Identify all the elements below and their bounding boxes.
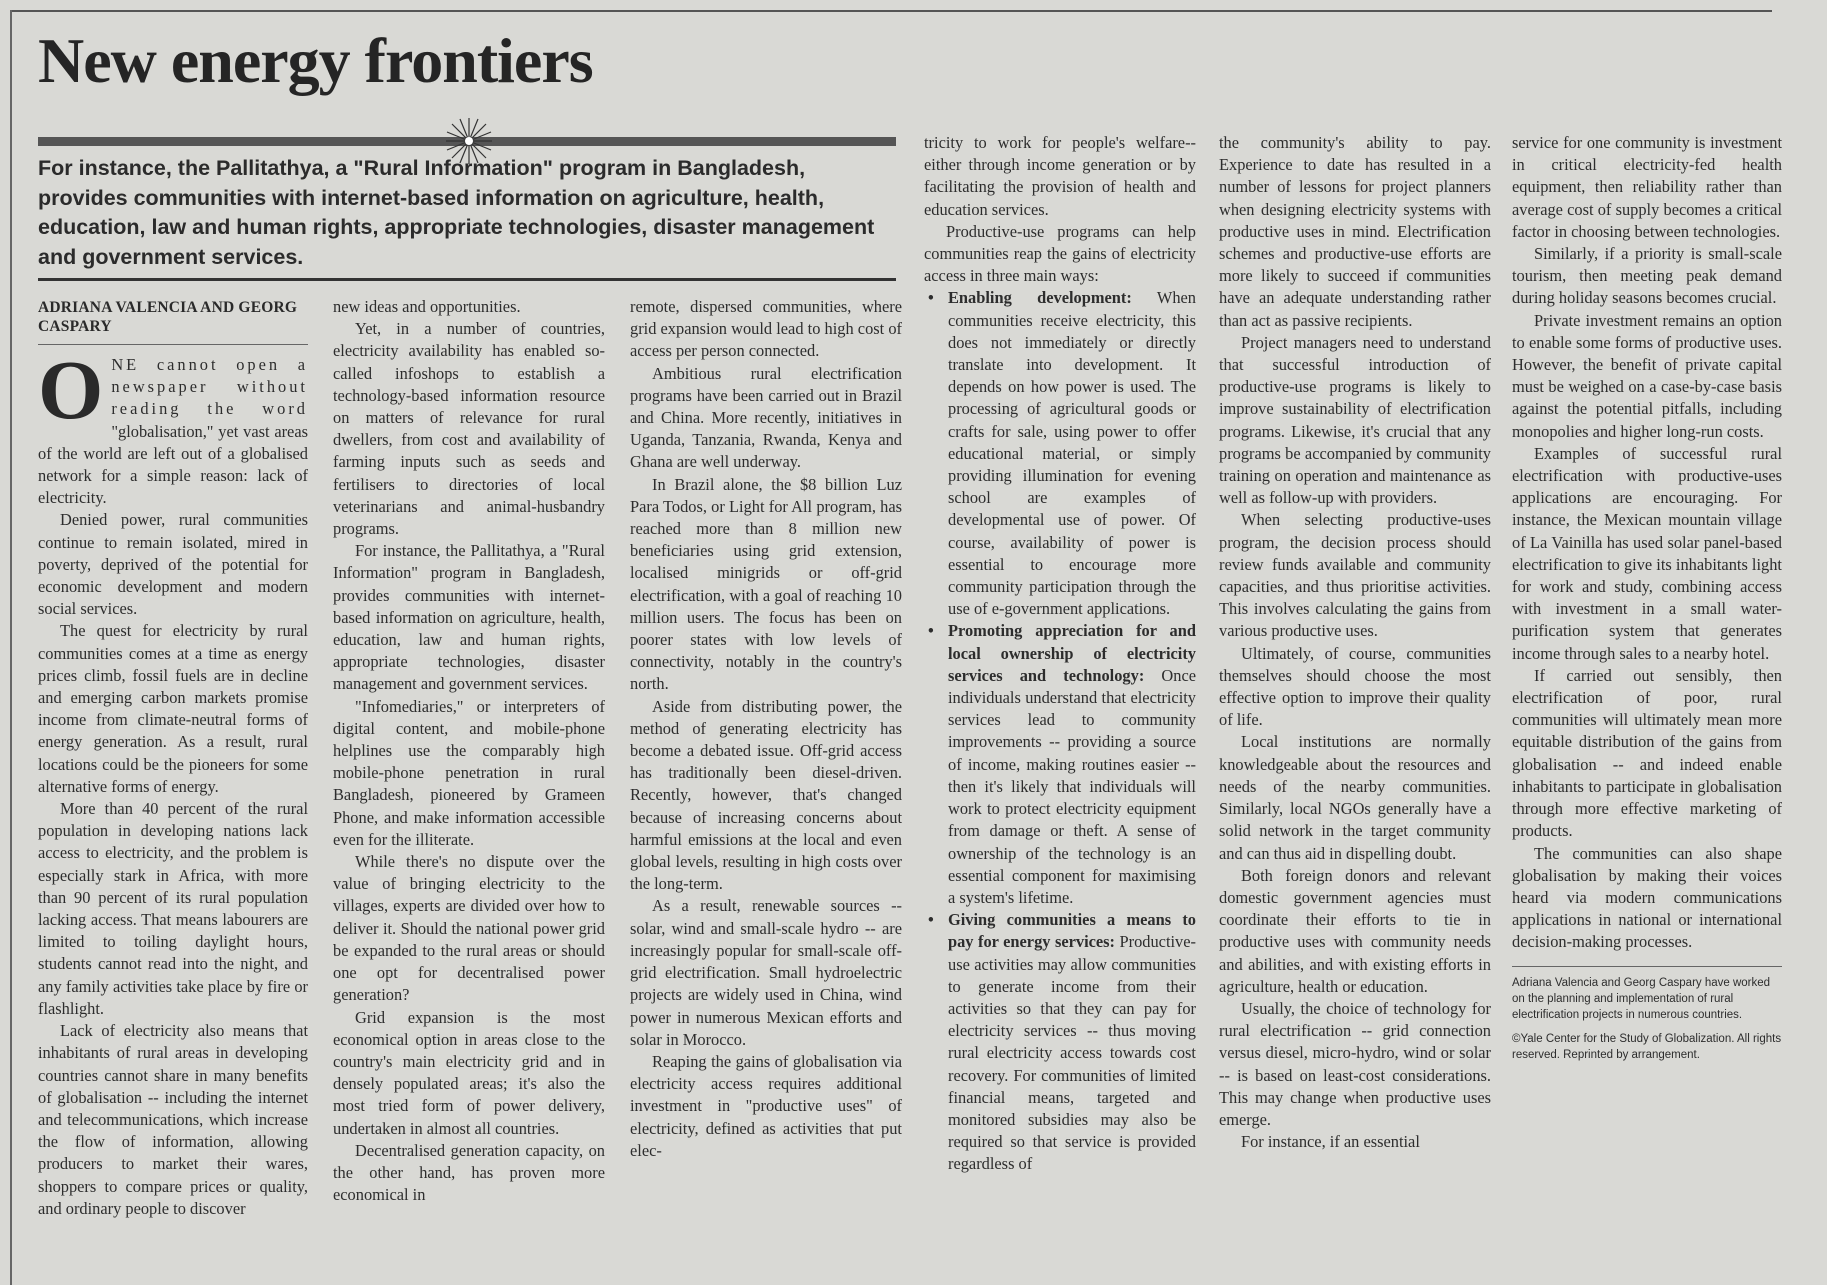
paragraph: Project managers need to understand that successful introduction of productive-use programs is likely to improve sustainability of electrification programs. Likewise, it's crucial that any programs be accompanied by community training on operation and maintenance as well as follow-up with providers. xyxy=(1219,332,1491,508)
article-column-3 xyxy=(630,296,902,1282)
paragraph: Grid expansion is the most economical option in areas close to the country's main electricity grid and in densely populated areas; it's also the most tried form of power delivery, undertaken in almost all countries. xyxy=(333,1007,605,1138)
paragraph: Reaping the gains of globalisation via electricity access requires additional investment in "productive uses" of electricity, defined as activities that put elec- xyxy=(630,1051,902,1160)
left-rule xyxy=(10,10,12,1285)
paragraph: When selecting productive-uses program, the decision process should review funds available and community capacities, and thus prioritise activities. This involves calculating the gains from various productive uses. xyxy=(1219,510,1491,641)
byline: ADRIANA VALENCIA AND GEORG CASPARY xyxy=(38,299,298,335)
article-column-6 xyxy=(1512,132,1782,1282)
paragraph: remote, dispersed communities, where grid expansion would lead to high cost of access per person connected. xyxy=(630,297,902,361)
paragraph: For instance, the Pallitathya, a "Rural Information" program in Bangladesh, provides communities with internet-based information on agriculture, health, education, law and human rights, appropriate technologies, disaster management and government services. xyxy=(333,541,605,694)
paragraph: Private investment remains an option to enable some forms of productive uses. However, the benefit of private capital must be weighed on a case-by-case basis against the potential pitfalls, including monopolies and higher long-run costs. xyxy=(1512,310,1782,441)
paragraph: For instance, if an essential xyxy=(1241,1132,1420,1152)
paragraph: Denied power, rural communities continue to remain isolated, mired in poverty, deprived of the potential for economic development and modern social services. xyxy=(38,510,308,619)
bullet-item: • Giving communities a means to pay for energy services: Productive-use activities may allow communities to generate income from their activities so that they can pay for electricity services -- thus moving rural electricity access towards cost recovery. For communities of limited financial means, targeted and monitored subsidies may also be required so that service is provided regardless of xyxy=(924,909,1196,1175)
author-note: Adriana Valencia and Georg Caspary have worked on the planning and implementation of rural electrification projects in numerous countries. xyxy=(1512,976,1771,1021)
paragraph: As a result, renewable sources -- solar, wind and small-scale hydro -- are increasingly popular for small-scale off-grid electrification. Small hydroelectric projects are widely used in China, wind power in numerous Mexican efforts and solar in Morocco. xyxy=(630,896,902,1049)
paragraph: If carried out sensibly, then electrification of poor, rural communities will ultimately mean more equitable distribution of the gains from globalisation -- and indeed enable inhabitants to participate in globalisation through more effective marketing of products. xyxy=(1512,665,1782,841)
paragraph: Lack of electricity also means that inhabitants of rural areas in developing countries cannot share in many benefits of globalisation -- including the internet and telecommunications, which increase the flow of information, allowing producers to market their wares, shoppers to compare prices or quality, and ordinary people to discover xyxy=(38,1021,308,1218)
paragraph: The quest for electricity by rural communities comes at a time as energy prices climb, fossil fuels are in decline and emerging carbon markets promise income from climate-neutral forms of energy generation. As a result, rural locations could be the pioneers for some alternative forms of energy. xyxy=(38,621,308,796)
paragraph: Ultimately, of course, communities themselves should choose the most effective option to improve their quality of life. xyxy=(1219,643,1491,730)
paragraph: While there's no dispute over the value of bringing electricity to the villages, experts are divided over how to deliver it. Should the national power grid be expanded to the rural areas or should one opt for decentralised power generation? xyxy=(333,852,605,1005)
paragraph: Productive-use programs can help communities reap the gains of electricity access in three main ways: xyxy=(924,221,1196,286)
bullet-item: • Promoting appreciation for and local ownership of electricity services and technology: Once individuals understand that electricity services lead to community improvements -- providing a source of income, making routines easier -- then it's likely that individuals will work to protect electricity equipment from damage or theft. A sense of ownership of the technology is an essential component for maximising a system's lifetime. xyxy=(924,620,1196,909)
paragraph: Local institutions are normally knowledgeable about the resources and needs of the nearby communities. Similarly, local NGOs generally have a solid network in the target community and can thus aid in dispelling doubt. xyxy=(1219,732,1491,863)
paragraph: the community's ability to pay. Experience to date has resulted in a number of lessons for project planners when designing electricity systems with productive uses in mind. Electrification schemes and productive-use efforts are more likely to succeed if communities have an adequate understanding rather than act as passive recipients. xyxy=(1219,133,1491,330)
paragraph: new ideas and opportunities. xyxy=(333,297,521,316)
paragraph: Aside from distributing power, the method of generating electricity has become a debated issue. Off-grid access has traditionally been diesel-driven. Recently, however, that's changed because of increasing concerns about harmful emissions at the local and even global levels, resulting in high costs over the long-term. xyxy=(630,696,902,894)
paragraph: More than 40 percent of the rural population in developing nations lack access to electricity, and the problem is especially stark in Africa, with more than 90 percent of its rural population lacking access. That means labourers are limited to toiling daylight hours, students cannot read into the night, and any family activities take place by fire or flashlight. xyxy=(38,799,308,1018)
article-column-1 xyxy=(38,354,308,1282)
bullet-item: • Enabling development: When communities receive electricity, this does not immediately or directly translate into development. It depends on how power is used. The processing of agricultural goods or crafts for sale, using power to offer educational material, or simply providing illumination for evening school are examples of developmental use of power. Of course, availability of power is essential to encourage more community participation through the use of e-government applications. xyxy=(924,287,1196,620)
paragraph: "Infomediaries," or interpreters of digital content, and mobile-phone helplines use the comparably high mobile-phone penetration in rural Bangladesh, pioneered by Grameen Phone, and make information accessible even for the illiterate. xyxy=(333,696,605,849)
top-rule xyxy=(12,10,1772,12)
deck-bottom-rule xyxy=(38,278,896,281)
deck-summary: For instance, the Pallitathya, a "Rural Information" program in Bangladesh, provides communities with internet-based information on agriculture, health, education, law and human rights, appropriate technologies, disaster management and government services. xyxy=(38,156,875,269)
drop-cap: O xyxy=(38,354,104,437)
headline: New energy frontiers xyxy=(38,25,593,96)
paragraph: Usually, the choice of technology for rural electrification -- grid connection versus diesel, micro-hydro, wind or solar -- is based on least-cost considerations. This may change when productive uses emerge. xyxy=(1219,998,1491,1129)
article-column-2 xyxy=(333,296,605,1282)
paragraph: service for one community is investment in critical electricity-fed health equipment, then reliability rather than average cost of supply becomes a critical factor in choosing between technologies. xyxy=(1512,133,1782,241)
paragraph: The communities can also shape globalisation by making their voices heard via modern communications applications in national or international decision-making processes. xyxy=(1512,843,1782,952)
footnote-rule xyxy=(1512,966,1782,967)
paragraph: Yet, in a number of countries, electricity availability has enabled so-called infoshops to establish a technology-based information resource on matters of relevance for rural dwellers, from cost and availability of farming inputs such as seeds and fertilisers to directories of local veterinarians and animal-husbandry programs. xyxy=(333,319,605,539)
lead-paragraph: ONE cannot open a newspaper without reading the word "globalisation," yet vast areas of the world are left out of a globalised network for a simple reason: lack of electricity. xyxy=(38,354,308,508)
paragraph: Similarly, if a priority is small-scale tourism, then meeting peak demand during holiday seasons becomes crucial. xyxy=(1512,244,1782,308)
paragraph: Examples of successful rural electrification with productive-uses applications are encouraging. For instance, the Mexican mountain village of La Vainilla has used solar panel-based electrification to give its inhabitants light for work and study, combining access with investment in a small water-purification system that generates income through sales to a nearby hotel. xyxy=(1512,443,1782,663)
paragraph: tricity to work for people's welfare-- either through income generation or by facilitating the provision of health and education services. xyxy=(924,133,1196,219)
article-column-5 xyxy=(1219,132,1491,1282)
byline-rule xyxy=(38,344,308,345)
paragraph: In Brazil alone, the $8 billion Luz Para Todos, or Light for All program, has reached more than 8 million new beneficiaries using grid extension, localised minigrids or off-grid electrification, with a goal of reaching 10 million users. The focus has been on poorer states with low levels of connectivity, notably in the country's north. xyxy=(630,474,902,694)
paragraph: Ambitious rural electrification programs have been carried out in Brazil and China. More recently, initiatives in Uganda, Tanzania, Rwanda, Kenya and Ghana are well underway. xyxy=(630,363,902,472)
paragraph: Both foreign donors and relevant domestic government agencies must coordinate their efforts to tie in productive uses with community needs and abilities, and with existing efforts in agriculture, health or education. xyxy=(1219,865,1491,996)
copyright-note: ©Yale Center for the Study of Globalization. All rights reserved. Reprinted by arrangement. xyxy=(1512,1032,1782,1061)
paragraph: Decentralised generation capacity, on the other hand, has proven more economical in xyxy=(333,1140,605,1205)
article-column-4 xyxy=(924,132,1196,1282)
